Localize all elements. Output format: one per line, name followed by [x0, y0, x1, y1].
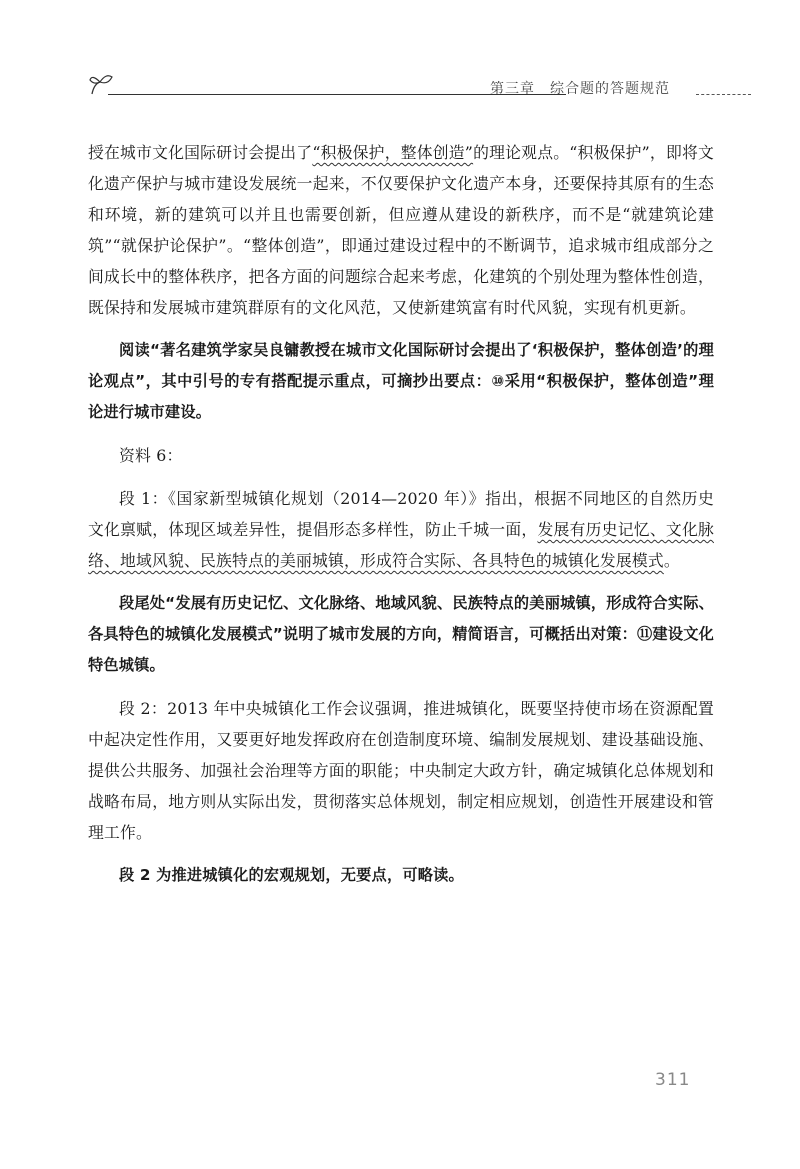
paragraph — [88, 335, 714, 428]
paragraph-text: 资料 6： — [119, 446, 183, 465]
paragraph — [88, 860, 714, 891]
paragraph — [88, 483, 714, 576]
paragraph-text: 授在城市文化国际研讨会提出了 — [88, 143, 313, 162]
running-header — [88, 72, 748, 102]
paragraph-text: 阅读“著名建筑学家吴良镛教授在城市文化国际研讨会提出了‘积极保护，整体创造’的理论观点”，其中引号的专有搭配提示重点，可摘抄出要点：⑩采用“积极保护，整体创造”理论进行城市建设。 — [88, 341, 714, 421]
paragraph-text: 段 2 为推进城镇化的宏观规划，无要点，可略读。 — [119, 866, 464, 884]
paragraph-text: 段尾处“发展有历史记忆、文化脉络、地域风貌、民族特点的美丽城镇，形成符合实际、各具特色的城镇化发展模式”说明了城市发展的方向，精简语言，可概括出对策：⑪建设文化特色城镇。 — [88, 594, 714, 674]
chapter-title: 第三章 综合题的答题规范 — [490, 81, 670, 97]
sprout-icon — [88, 72, 114, 96]
paragraph — [88, 440, 714, 471]
paragraph-text: 段 1：《国家新型城镇化规划（2014—2020 年）》指出，根据不同地区的自然历史文化禀赋，体现区域差异性，提倡形态多样性，防止千城一面， — [88, 489, 714, 539]
paragraph-text: 的理论观点。“积极保护”，即将文化遗产保护与城市建设发展统一起来，不仅要保护文化遗产本身，还要保持其原有的生态和环境，新的建筑可以并且也需要创新，但应遵从建设的新秩序，而不是“就建筑论建筑”“就保护论保护”。“整体创造”，即通过建设过程中的不断调节，追求城市组成部分之间成长中的整体秩序，把各方面的问题综合起来考虑，化建筑的个别处理为整体性创造，既保持和发展城市建筑群原有的文化风范，又使新建筑富有时代风貌，实现有机更新。 — [88, 143, 714, 317]
page-body — [88, 137, 714, 891]
paragraph — [88, 693, 714, 848]
header-dotted-rule — [696, 94, 751, 95]
paragraph — [88, 137, 714, 323]
paragraph-text: 段 2：2013 年中央城镇化工作会议强调，推进城镇化，既要坚持使市场在资源配置中起决定性作用，又要更好地发挥政府在创造制度环境、编制发展规划、建设基础设施、提供公共服务、加强社会治理等方面的职能；中央制定大政方针，确定城镇化总体规划和战略布局，地方则从实际出发，贯彻落实总体规划，制定相应规划，创造性开展建设和管理工作。 — [88, 699, 714, 842]
paragraph-text: 。 — [663, 551, 680, 570]
emphasized-text: “积极保护，整体创造” — [312, 143, 474, 162]
page-number: 311 — [655, 1070, 691, 1090]
emphasized-text: 发展有历史记忆、文化脉络、地域风貌、民族特点的美丽城镇，形成符合实际、各具特色的城镇化发展模式 — [88, 520, 714, 570]
paragraph — [88, 588, 714, 681]
